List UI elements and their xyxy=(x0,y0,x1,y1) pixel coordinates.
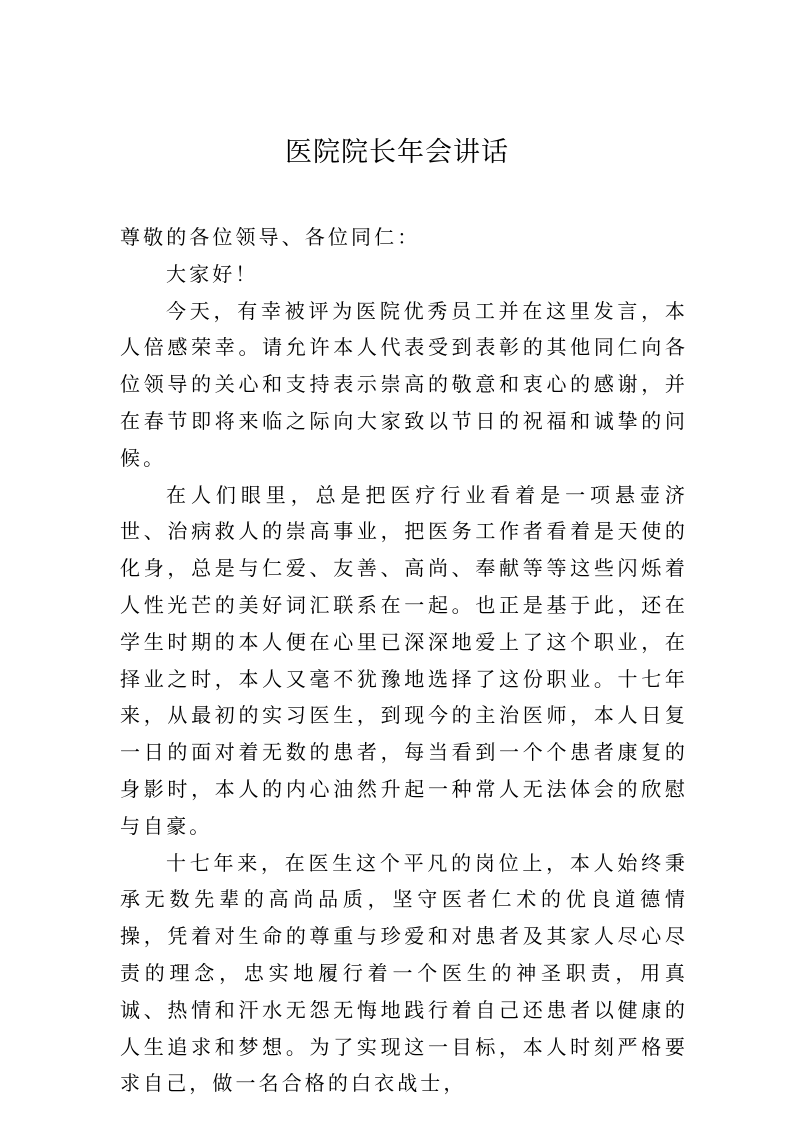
paragraph-profession: 在人们眼里，总是把医疗行业看着是一项悬壶济世、治病救人的崇高事业，把医务工作者看着是天使的化身，总是与仁爱、友善、高尚、奉献等等这些闪烁着人性光芒的美好词汇联系在一起。也正是基于此，还在学生时期的本人便在心里已深深地爱上了这个职业，在择业之时，本人又毫不犹豫地选择了这份职业。十七年来，从最初的实习医生，到现今的主治医师，本人日复一日的面对着无数的患者，每当看到一个个患者康复的身影时，本人的内心油然升起一种常人无法体会的欣慰与自豪。 xyxy=(120,482,688,838)
paragraph-intro: 今天，有幸被评为医院优秀员工并在这里发言，本人倍感荣幸。请允许本人代表受到表彰的其他同仁向各位领导的关心和支持表示崇高的敬意和衷心的感谢，并在春节即将来临之际向大家致以节日的祝福和诚挚的问候。 xyxy=(120,298,688,470)
document-body xyxy=(120,219,688,1102)
document-title: 医院院长年会讲话 xyxy=(285,137,509,168)
paragraph-greeting: 大家好！ xyxy=(166,261,259,286)
paragraph-career: 十七年来，在医生这个平凡的岗位上，本人始终秉承无数先辈的高尚品质，坚守医者仁术的优良道德情操，凭着对生命的尊重与珍爱和对患者及其家人尽心尽责的理念，忠实地履行着一个医生的神圣职责，用真诚、热情和汗水无怨无悔地践行着自己还患者以健康的人生追求和梦想。为了实现这一目标，本人时刻严格要求自己，做一名合格的白衣战士， xyxy=(120,850,688,1096)
salutation: 尊敬的各位领导、各位同仁： xyxy=(120,225,421,249)
